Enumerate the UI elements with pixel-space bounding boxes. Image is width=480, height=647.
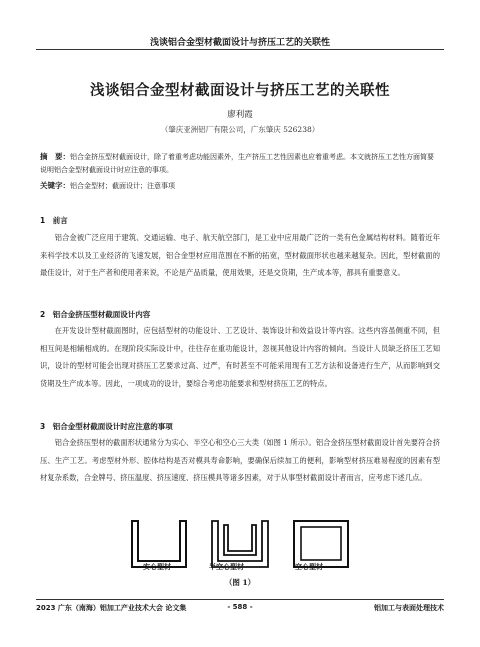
figure-label-hollow: 空心型材 (295, 563, 323, 571)
author-affiliation: （肇庆亚洲铝厂有限公司，广东肇庆 526238） (160, 125, 320, 134)
abstract-label: 摘 要： (40, 152, 70, 161)
keywords-label: 关键字： (40, 181, 70, 190)
footer-proceedings: 2023 广东（南海）铝加工产业技术大会 论文集 (36, 604, 187, 612)
semi-hollow-profile-shape (212, 521, 268, 567)
section-3-heading: 3 铝合金型材截面设计时应注意的事项 (40, 422, 173, 431)
footer-rule (36, 599, 444, 600)
abstract-text: 铝合金挤压型材截面设计，除了着重考虑功能因素外，生产挤压工艺性因素也应着重考虑。本文就挤压工艺性方面简要说明铝合金型材截面设计时应注意的事项。 (40, 153, 434, 174)
solid-profile-shape (132, 521, 186, 567)
keywords (40, 180, 440, 191)
section-1-heading: 1 前言 (40, 216, 68, 225)
hollow-profile-inner (301, 527, 341, 560)
figure-caption: （图 1） (224, 578, 256, 587)
figure-label-solid: 实心型材 (143, 563, 171, 571)
author-name: 廖利霞 (227, 110, 253, 120)
section-2-heading: 2 铝合金挤压型材截面设计内容 (40, 310, 151, 319)
section-1-paragraph: 铝合金被广泛应用于建筑、交通运输、电子、航天航空部门，是工业中应用最广泛的一类有色金属结构材料。随着近年来科学技术以及工业经济的飞速发展，铝合金型材应用范围在不断的拓宽，型材截面形状也越来越复杂。因此，型材截面的最佳设计，对于生产者和使用者来说，不论是产品质量，使用效果，还是交货期，生产成本等，都具有重要意义。 (40, 233, 440, 278)
keywords-text: 铝合金型材；截面设计；注意事项 (70, 182, 175, 190)
paper-title: 浅谈铝合金型材截面设计与挤压工艺的关联性 (90, 83, 390, 99)
header-rule (36, 49, 444, 50)
section-2-paragraph: 在开发设计型材截面图时，应包括型材的功能设计、工艺设计、装饰设计和效益设计等内容。这些内容虽侧重不同，但相互间是相辅相成的。在现阶段实际设计中，往往存在重功能设计，忽视其他设计内容的倾向。当设计人员缺乏挤压工艺知识，设计的型材可能会出现对挤压工艺要求过高、过严，有时甚至不可能采用现有工艺方法和设备进行生产，从而影响到交货期及生产成本等。因此，一项成功的设计，要综合考虑功能要求和型材挤压工艺的特点。 (40, 326, 440, 388)
page-number: - 588 - (227, 603, 253, 611)
section-3-paragraph: 铝合金挤压型材的截面形状通常分为实心、半空心和空心三大类（如图 1 所示）。铝合金挤压型材截面设计首先要符合挤压、生产工艺。考虑型材外形、腔体结构是否对模具寿命影响，要确保后续加工的便利，影响型材挤压难易程度的因素有型材复杂系数，合金牌号、挤压温度、挤压速度、挤压模具等诸多因素，对于从事型材截面设计者而言，应考虑下述几点。 (40, 438, 440, 483)
figure-label-semi-hollow: 半空心型材 (209, 563, 244, 571)
footer-journal: 铝加工与表面处理技术 (374, 604, 444, 612)
running-head: 浅谈铝合金型材截面设计与挤压工艺的关联性 (149, 38, 330, 48)
abstract (40, 151, 440, 176)
